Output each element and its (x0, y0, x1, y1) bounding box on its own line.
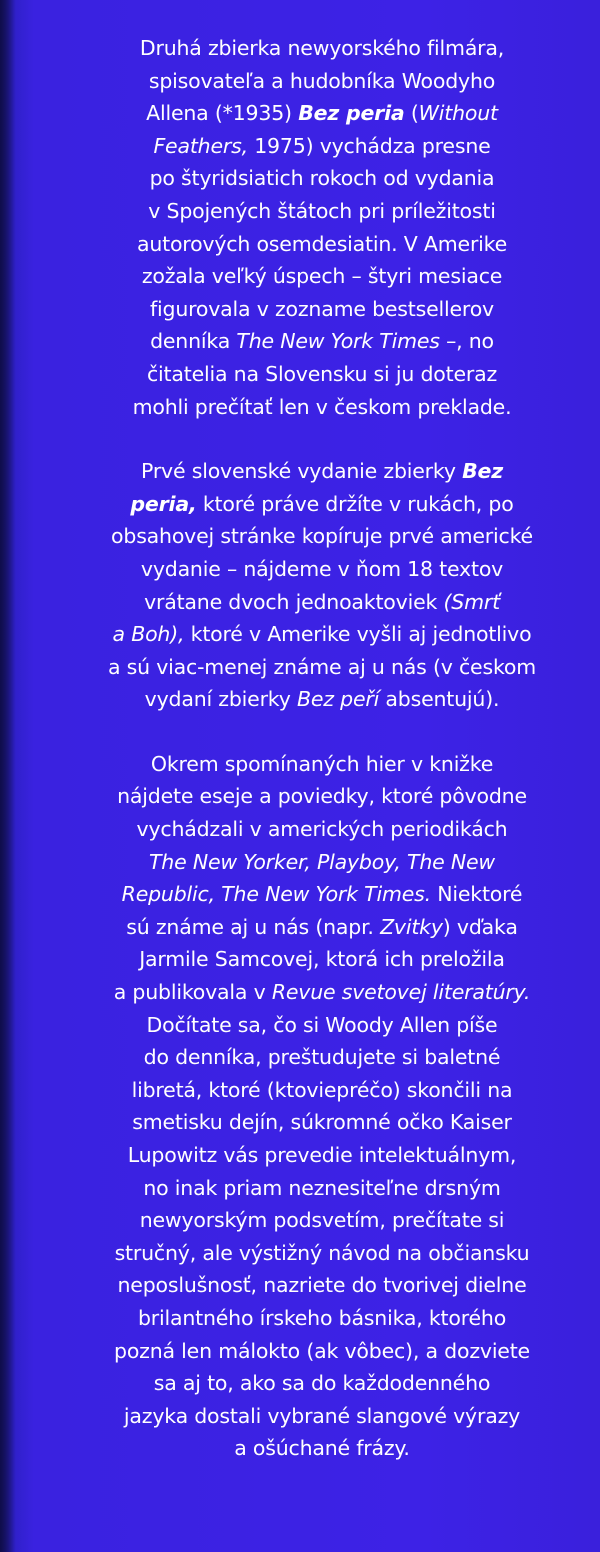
text-line (72, 97, 572, 130)
text-line (72, 1172, 572, 1205)
text-run: 1975) vychádza presne (247, 133, 491, 158)
text-run: nájdete eseje a poviedky, ktoré pôvodne (117, 784, 527, 809)
text-run: autorových osemdesiatin. V Amerike (136, 231, 508, 256)
text-line (72, 228, 572, 261)
text-line (72, 780, 572, 813)
text-line (72, 1074, 572, 1107)
text-run: čitatelia na Slovensku si ju doteraz (146, 361, 498, 386)
text-run: sa aj to, ako sa do každodenného (153, 1371, 491, 1396)
text-line (72, 618, 572, 651)
text-run: peria, (130, 491, 197, 516)
text-line (72, 1400, 572, 1433)
blurb-paragraph (72, 455, 572, 716)
text-run: neposlušnosť, nazriete do tvorivej dielne (117, 1273, 527, 1298)
text-run: Druhá zbierka newyorského filmára, (139, 36, 505, 60)
spine-edge-shadow (0, 0, 16, 1552)
text-line (72, 1432, 572, 1465)
text-run: Feathers, (153, 133, 248, 158)
text-run: Okrem spomínaných hier v knižke (150, 751, 494, 776)
text-run: libretá, ktoré (ktoviepréčo) skončili na (131, 1077, 513, 1102)
text-run: Dočítate sa, čo si Woody Allen píše (146, 1012, 498, 1037)
text-run: ( (404, 101, 419, 126)
text-run: Bez peria (298, 101, 405, 126)
text-run: ktoré v Amerike vyšli aj jednotlivo (184, 622, 532, 647)
text-run: stručný, ale výstižný návod na občiansku (114, 1240, 530, 1265)
text-line (72, 1106, 572, 1139)
text-run: sú známe aj u nás (napr. (126, 914, 381, 939)
text-run: vydaní zbierky (144, 687, 297, 712)
text-run: a ošúchané frázy. (234, 1436, 410, 1461)
text-line (72, 32, 572, 65)
text-run: pozná len málokto (ak vôbec), a dozviete (114, 1338, 530, 1363)
text-run: a publikovala v (113, 980, 272, 1005)
text-run: a Boh), (112, 622, 185, 647)
text-line (72, 1335, 572, 1368)
text-run: Revue svetovej literatúry. (271, 980, 531, 1005)
text-line (72, 325, 572, 358)
text-line (72, 943, 572, 976)
text-line (72, 1204, 572, 1237)
text-run: vydanie – nájdeme v ňom 18 textov (140, 556, 504, 581)
text-run: Bez (462, 459, 503, 484)
text-run: The New York Times (236, 329, 440, 354)
text-line (72, 553, 572, 586)
text-run: obsahovej stránke kopíruje prvé americké (111, 524, 533, 549)
text-run: Niektoré (430, 882, 523, 907)
text-line (72, 878, 572, 911)
text-line (72, 358, 572, 391)
text-line (72, 130, 572, 163)
text-run: po štyridsiatich rokoch od vydania (149, 166, 495, 191)
text-line (72, 586, 572, 619)
text-line (72, 1237, 572, 1270)
text-run: (Smrť (443, 589, 500, 614)
text-run: zožala veľký úspech – štyri mesiace (141, 264, 503, 289)
text-line (72, 976, 572, 1009)
text-run: a sú viac-menej známe aj u nás (v českom (107, 654, 537, 679)
text-line (72, 195, 572, 228)
text-run: Prvé slovenské vydanie zbierky (141, 459, 463, 484)
text-run: spisovateľa a hudobníka Woodyho (148, 68, 496, 93)
text-line (72, 813, 572, 846)
text-line (72, 162, 572, 195)
text-line (72, 1302, 572, 1335)
text-line (72, 1139, 572, 1172)
text-run: denníka (150, 329, 237, 354)
text-line (72, 1009, 572, 1042)
text-run: smetisku dejín, súkromné očko Kaiser (132, 1110, 512, 1135)
text-run: –, no (439, 329, 494, 354)
text-line (72, 846, 572, 879)
text-run: vrátane dvoch jednoaktoviek (144, 589, 444, 614)
text-line (72, 65, 572, 98)
text-line (72, 651, 572, 684)
text-line (72, 293, 572, 326)
text-line (72, 911, 572, 944)
text-line (72, 1367, 572, 1400)
text-line (72, 520, 572, 553)
text-run: do denníka, preštudujete si baletné (143, 1045, 501, 1070)
text-run: figurovala v zozname bestsellerov (150, 296, 494, 321)
text-run: Republic, The New York Times. (121, 882, 431, 907)
text-line (72, 488, 572, 521)
text-line (72, 260, 572, 293)
blurb-text-block (72, 32, 572, 1497)
text-run: no inak priam neznesiteľne drsným (143, 1175, 501, 1200)
text-run: Zvitky (380, 914, 443, 939)
text-run: absentujú). (379, 687, 500, 712)
text-line (72, 455, 572, 488)
text-run: The New Yorker, Playboy, The New (148, 849, 495, 874)
text-line (72, 748, 572, 781)
text-line (72, 1041, 572, 1074)
text-run: Allena (*1935) (146, 101, 299, 126)
text-line (72, 391, 572, 424)
blurb-paragraph (72, 748, 572, 1465)
text-run: Bez peří (297, 687, 380, 712)
text-run: Jarmile Samcovej, ktorá ich preložila (139, 947, 505, 972)
text-run: brilantného írskeho básnika, ktorého (137, 1305, 507, 1330)
text-run: jazyka dostali vybrané slangové výrazy (123, 1403, 521, 1428)
text-line (72, 1269, 572, 1302)
text-line (72, 683, 572, 716)
text-run: ) vďaka (442, 914, 518, 939)
text-run: newyorským podsvetím, prečítate si (139, 1208, 505, 1233)
blurb-paragraph (72, 32, 572, 423)
text-run: Lupowitz vás prevedie intelektuálnym, (127, 1143, 517, 1167)
text-run: v Spojených štátoch pri príležitosti (148, 198, 496, 223)
text-run: ktoré práve držíte v rukách, po (196, 491, 514, 516)
text-run: vychádzali v amerických periodikách (136, 817, 508, 842)
text-run: Without (418, 101, 498, 126)
text-run: mohli prečítať len v českom preklade. (132, 394, 512, 419)
